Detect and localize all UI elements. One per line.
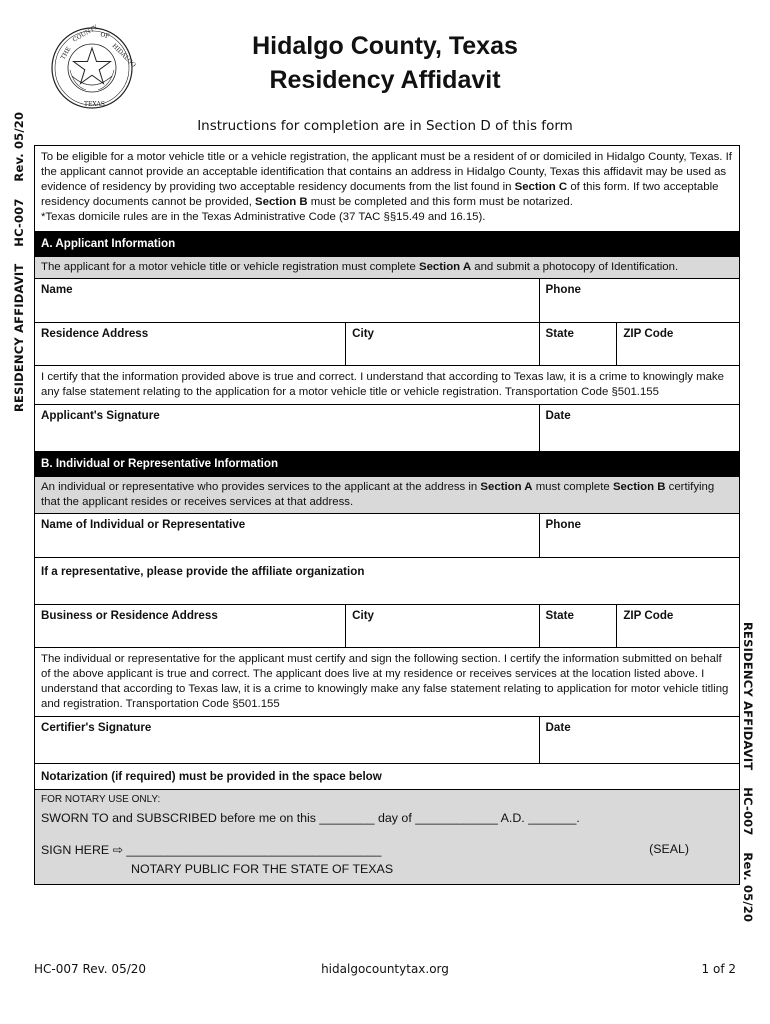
notary-seal-label: (SEAL) (649, 842, 689, 856)
certifier-signature-field[interactable]: Certifier's Signature (35, 717, 540, 763)
svg-text:HIDALGO: HIDALGO (110, 42, 138, 69)
representative-name-field[interactable]: Name of Individual or Representative (35, 514, 540, 557)
affiliate-organization-field[interactable]: If a representative, please provide the affiliate organization (41, 565, 365, 578)
notary-sign-here[interactable]: SIGN HERE ⇨ _____________________________________ (41, 843, 382, 857)
applicant-state-field[interactable]: State (540, 323, 618, 365)
svg-text:COUNTY: COUNTY (71, 23, 100, 44)
section-b-header: B. Individual or Representative Information (35, 451, 739, 477)
section-a-description: The applicant for a motor vehicle title or vehicle registration must complete Section A and submit a photocopy of Identification. (35, 257, 739, 279)
intro-text: To be eligible for a motor vehicle title or a vehicle registration, the applicant must be a resident of or domiciled in Hidalgo County, Texas. If the applicant cannot provide an acceptable identification that contains an address in Hidalgo County, Texas this affidavit may be used as evidence of residency by providing two acceptable residency documents from the list found in Section C of this form. If two acceptable residency documents cannot be provided, Section B must be completed and this form must be notarized. *Texas domicile rules are in the Texas Administrative Code (37 TAC §§15.49 and 16.15). (41, 151, 732, 223)
certifier-date-field[interactable]: Date (545, 721, 571, 734)
applicant-signature-field[interactable]: Applicant's Signature (35, 405, 540, 451)
form-title-line2: Residency Affidavit (269, 66, 501, 94)
notary-use-only: FOR NOTARY USE ONLY: (41, 794, 161, 805)
representative-state-field[interactable]: State (540, 605, 618, 647)
applicant-city-field[interactable]: City (346, 323, 539, 365)
affidavit-form (34, 145, 740, 885)
section-b-description: An individual or representative who provides services to the applicant at the address in Section A must complete Section B certifying that the applicant resides or receives services at that address. (35, 477, 739, 514)
notary-section (35, 790, 739, 884)
representative-phone-field[interactable]: Phone (545, 518, 581, 531)
notary-sworn-line[interactable]: SWORN TO and SUBSCRIBED before me on this ________ day of ____________ A.D. _______. (41, 811, 580, 825)
instructions-note: Instructions for completion are in Section D of this form (197, 118, 573, 134)
svg-text:THE: THE (59, 45, 73, 61)
representative-address-field[interactable]: Business or Residence Address (35, 605, 346, 647)
applicant-address-field[interactable]: Residence Address (35, 323, 346, 365)
notary-public-label: NOTARY PUBLIC FOR THE STATE OF TEXAS (131, 862, 394, 876)
svg-text:TEXAS: TEXAS (84, 101, 105, 108)
representative-certification: The individual or representative for the applicant must certify and sign the following section. I certify the information submitted on behalf of the above applicant is true and correct. The applicant does live at my residence or receives services at the location listed above. I understand that according to Texas law, it is a crime to knowingly make any false statement relating to application for motor vehicle titling and registration. Transportation Code §501.155 (35, 648, 739, 717)
svg-text:OF: OF (99, 31, 111, 41)
section-a-header: A. Applicant Information (35, 231, 739, 257)
applicant-phone-field[interactable]: Phone (545, 283, 581, 296)
applicant-zip-field[interactable]: ZIP Code (623, 327, 674, 340)
footer-page-number: 1 of 2 (701, 962, 736, 976)
county-seal-logo (50, 23, 138, 110)
footer-form-id: HC-007 Rev. 05/20 (34, 962, 147, 976)
form-title-line1: Hidalgo County, Texas (252, 32, 518, 60)
applicant-name-field[interactable]: Name (35, 279, 540, 322)
applicant-date-field[interactable]: Date (545, 409, 571, 422)
side-label-left: RESIDENCY AFFIDAVIT HC-007 Rev. 05/20 (12, 111, 26, 412)
footer-website: hidalgocountytax.org (321, 962, 449, 976)
applicant-certification: I certify that the information provided above is true and correct. I understand that according to Texas law, it is a crime to knowingly make any false statement relating to the application for a motor vehicle title or vehicle registration. Transportation Code §501.155 (35, 366, 739, 405)
side-label-right: RESIDENCY AFFIDAVIT HC-007 Rev. 05/20 (741, 622, 755, 923)
representative-city-field[interactable]: City (346, 605, 539, 647)
representative-zip-field[interactable]: ZIP Code (623, 609, 674, 622)
notarization-label: Notarization (if required) must be provided in the space below (35, 764, 739, 790)
